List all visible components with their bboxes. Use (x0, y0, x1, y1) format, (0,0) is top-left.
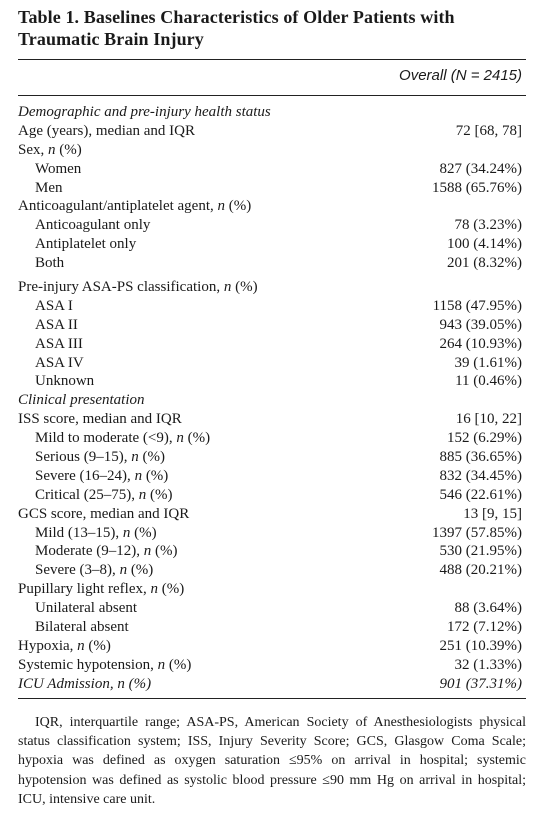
column-header-overall: Overall (N = 2415) (399, 67, 522, 84)
table-row (18, 618, 522, 637)
row-value: 901 (37.31%) (439, 675, 522, 692)
table-row (18, 467, 522, 486)
row-value: 32 (1.33%) (454, 656, 522, 673)
row-value: 172 (7.12%) (447, 619, 522, 636)
row-value: 78 (3.23%) (454, 217, 522, 234)
row-label: ASA II (35, 316, 78, 333)
row-value: 530 (21.95%) (439, 543, 522, 560)
row-value: 832 (34.45%) (439, 467, 522, 484)
row-label: Severe (16–24), n (%) (35, 467, 169, 484)
row-value: 13 [9, 15] (463, 505, 522, 522)
row-label: Clinical presentation (18, 392, 145, 409)
row-value: 1588 (65.76%) (432, 179, 522, 196)
row-value: 201 (8.32%) (447, 255, 522, 272)
row-label: Mild (13–15), n (%) (35, 524, 157, 541)
row-value: 251 (10.39%) (439, 637, 522, 654)
row-label: Moderate (9–12), n (%) (35, 543, 178, 560)
table-row (18, 542, 522, 561)
row-label: Pre-injury ASA-PS classification, n (%) (18, 279, 258, 296)
row-value: 39 (1.61%) (454, 354, 522, 371)
row-label: Bilateral absent (35, 619, 129, 636)
row-label: Hypoxia, n (%) (18, 637, 111, 654)
row-value: 488 (20.21%) (439, 562, 522, 579)
row-label: ASA I (35, 297, 73, 314)
row-value: 546 (22.61%) (439, 486, 522, 503)
row-label: GCS score, median and IQR (18, 505, 190, 522)
table-row (18, 429, 522, 448)
row-label: Both (35, 255, 65, 272)
table-row (18, 179, 522, 198)
row-label: ICU Admission, n (%) (18, 675, 152, 692)
table-row (18, 561, 522, 580)
table-row (18, 675, 522, 694)
row-value: 827 (34.24%) (439, 160, 522, 177)
row-value: 264 (10.93%) (439, 335, 522, 352)
row-value: 100 (4.14%) (447, 236, 522, 253)
top-rule (18, 59, 526, 60)
table-row (18, 316, 522, 335)
table-row (18, 505, 522, 524)
row-value: 11 (0.46%) (455, 373, 522, 390)
row-label: Unilateral absent (35, 600, 138, 617)
table-row (18, 197, 522, 216)
header-rule (18, 95, 526, 96)
row-label: Critical (25–75), n (%) (35, 486, 173, 503)
row-label: Anticoagulant only (35, 217, 151, 234)
row-value: 88 (3.64%) (454, 600, 522, 617)
table-row (18, 524, 522, 543)
row-label: Mild to moderate (<9), n (%) (35, 430, 211, 447)
row-label: Sex, n (%) (18, 141, 82, 158)
table-row (18, 656, 522, 675)
row-value: 1158 (47.95%) (432, 297, 522, 314)
table-row (18, 103, 522, 122)
table-row (18, 410, 522, 429)
row-label: Serious (9–15), n (%) (35, 449, 165, 466)
row-label: Antiplatelet only (35, 236, 137, 253)
row-label: Women (35, 160, 82, 177)
row-value: 885 (36.65%) (439, 449, 522, 466)
row-label: ASA IV (35, 354, 84, 371)
table-row (18, 160, 522, 179)
row-label: Men (35, 179, 63, 196)
row-value: 16 [10, 22] (455, 411, 522, 428)
table-row (18, 391, 522, 410)
row-label: Anticoagulant/antiplatelet agent, n (%) (18, 198, 252, 215)
table-row (18, 216, 522, 235)
row-label: ISS score, median and IQR (18, 411, 182, 428)
table-row (18, 486, 522, 505)
row-label: Demographic and pre-injury health status (18, 104, 271, 120)
row-label: Pupillary light reflex, n (%) (18, 581, 185, 598)
bottom-rule (18, 698, 526, 699)
table-row (18, 122, 522, 141)
row-value: 1397 (57.85%) (432, 524, 522, 541)
table-title: Table 1. Baselines Characteristics of Older Patients with Traumatic Brain Injury (18, 7, 455, 49)
row-label: Age (years), median and IQR (18, 122, 196, 139)
table-row (18, 372, 522, 391)
table-body (18, 103, 522, 694)
table-row (18, 235, 522, 254)
table-row (18, 637, 522, 656)
table-footnote: IQR, interquartile range; ASA-PS, American Society of Anesthesiologists physical status classification system; ISS, Injury Severity Score; GCS, Glasgow Coma Scale; hypoxia was defined as oxygen saturation ≤95% on arrival in hospital; systemic hypotension was defined as systolic blood pressure ≤90 mm Hg on arrival in hospital; ICU, intensive care unit. (18, 715, 526, 807)
table-row (18, 599, 522, 618)
row-label: Unknown (35, 373, 95, 390)
row-value: 943 (39.05%) (439, 316, 522, 333)
row-value: 72 [68, 78] (455, 122, 522, 139)
row-value: 152 (6.29%) (447, 430, 522, 447)
table-row (18, 297, 522, 316)
table-row (18, 278, 522, 297)
table-row (18, 448, 522, 467)
row-label: Systemic hypotension, n (%) (18, 656, 192, 673)
table-row (18, 254, 522, 273)
row-label: ASA III (35, 335, 83, 352)
row-label: Severe (3–8), n (%) (35, 562, 154, 579)
table-row (18, 335, 522, 354)
table-row (18, 354, 522, 373)
table-row (18, 580, 522, 599)
table-row (18, 141, 522, 160)
